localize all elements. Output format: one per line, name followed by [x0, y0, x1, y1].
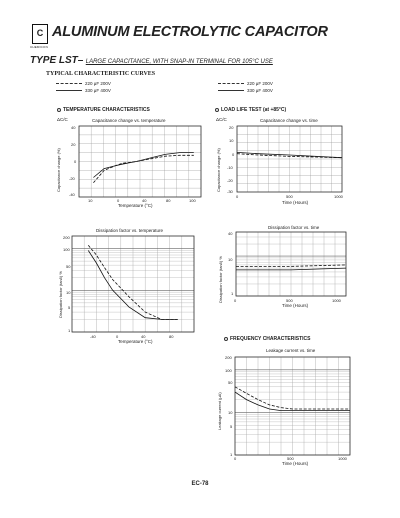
- curves-title: TYPICAL CHARACTERISTIC CURVES: [46, 71, 156, 77]
- y-tick: 5: [68, 305, 71, 310]
- legend-solid-line: [218, 90, 244, 91]
- chart-ylabel: Dissipation factor (tanδ) %: [218, 256, 223, 303]
- capacitance-vs-temperature-chart: [79, 126, 201, 197]
- bullet-icon: [57, 108, 61, 112]
- chart-unit-label: ΔC/C: [216, 117, 227, 122]
- y-tick: 10: [228, 410, 233, 415]
- type-line: [30, 55, 273, 66]
- dissipation-factor-vs-time-chart: [236, 232, 346, 296]
- x-tick: 500: [286, 298, 293, 303]
- y-tick: 0: [232, 152, 235, 157]
- chart-xlabel: Time (Hours): [282, 200, 309, 205]
- legend-item: 330 μF 400V: [218, 88, 273, 93]
- x-tick: 500: [286, 194, 293, 199]
- chart-title: Capacitance change vs. temperature: [92, 118, 166, 123]
- bullet-icon: [215, 108, 219, 112]
- page-code: EC-78: [191, 481, 209, 487]
- y-tick: 100: [63, 247, 70, 252]
- legend-item: 220 μF 200V: [56, 81, 111, 86]
- y-tick: 40: [228, 231, 233, 236]
- legend-dashed-line: [56, 83, 82, 84]
- chart-ylabel: Capacitance change (%): [56, 148, 61, 192]
- y-tick: 10: [66, 290, 71, 295]
- chart-xlabel: Temperature (°C): [118, 339, 153, 344]
- x-tick: 0: [117, 198, 120, 203]
- y-tick: 50: [228, 380, 233, 385]
- x-tick: 0: [116, 334, 119, 339]
- chart-xlabel: Temperature (°C): [118, 203, 153, 208]
- x-tick: 10: [88, 198, 93, 203]
- brand-logo: C: [32, 24, 48, 44]
- x-tick: 40: [141, 334, 146, 339]
- y-tick: 10: [228, 257, 233, 262]
- chart-title: Dissipation factor vs. time: [268, 225, 320, 230]
- chart-ylabel: Leakage current (μA): [217, 392, 222, 430]
- y-tick: 40: [71, 125, 76, 130]
- legend-dashed-line: [218, 83, 244, 84]
- chart-title: Capacitance change vs. time: [260, 118, 318, 123]
- x-tick: 500: [287, 456, 294, 461]
- legend-item: 220 μF 200V: [218, 81, 273, 86]
- type-name: TYPE LST–: [30, 55, 84, 66]
- y-tick: -20: [69, 176, 75, 181]
- x-tick: 80: [166, 198, 171, 203]
- y-tick: -10: [227, 165, 233, 170]
- chart-xlabel: Time (Hours): [282, 303, 309, 308]
- brand-logo-subtext: CHEMICON: [30, 45, 48, 49]
- x-tick: 0: [234, 456, 237, 461]
- y-tick: 1: [230, 452, 233, 457]
- chart-unit-label: ΔC/C: [57, 117, 68, 122]
- bullet-icon: [224, 337, 228, 341]
- x-tick: 0: [236, 194, 239, 199]
- legend-solid-line: [56, 90, 82, 91]
- section-load-life: LOAD LIFE TEST (at +85°C): [215, 107, 286, 113]
- legend-item: 330 μF 400V: [56, 88, 111, 93]
- y-tick: -30: [227, 189, 233, 194]
- y-tick: 200: [63, 235, 70, 240]
- y-tick: 20: [71, 142, 76, 147]
- y-tick: 100: [225, 368, 232, 373]
- x-tick: 1000: [334, 194, 343, 199]
- y-tick: 10: [229, 138, 234, 143]
- y-tick: 20: [229, 125, 234, 130]
- y-tick: 50: [66, 264, 71, 269]
- x-tick: 1000: [338, 456, 347, 461]
- section-temperature: TEMPERATURE CHARACTERISTICS: [57, 107, 150, 113]
- y-tick: 5: [230, 424, 233, 429]
- chart-ylabel: Dissipation factor (tanδ) %: [58, 271, 63, 318]
- y-tick: -20: [227, 178, 233, 183]
- y-tick: 1: [231, 291, 234, 296]
- chart-title: Leakage current vs. time: [266, 348, 316, 353]
- x-tick: 100: [189, 198, 196, 203]
- series-solid-line: [93, 153, 193, 178]
- type-description: LARGE CAPACITANCE, WITH SNAP-IN TERMINAL FOR 105°C USE: [85, 59, 273, 65]
- x-tick: 0: [234, 298, 237, 303]
- section-frequency: FREQUENCY CHARACTERISTICS: [224, 336, 310, 342]
- chart-xlabel: Time (Hours): [282, 461, 309, 466]
- dissipation-factor-vs-temperature-chart: [72, 236, 194, 332]
- y-tick: 1: [68, 328, 71, 333]
- y-tick: 200: [225, 355, 232, 360]
- capacitance-vs-time-chart: [237, 126, 342, 192]
- chart-ylabel: Capacitance change (%): [216, 148, 221, 192]
- y-tick: -40: [69, 192, 75, 197]
- x-tick: -40: [90, 334, 96, 339]
- chart-title: Dissipation factor vs. temperature: [96, 228, 164, 233]
- leakage-current-vs-time-chart: [235, 357, 350, 455]
- x-tick: 40: [142, 198, 147, 203]
- x-tick: 1000: [332, 298, 341, 303]
- document-title: ALUMINUM ELECTROLYTIC CAPACITOR: [52, 24, 328, 40]
- x-tick: 80: [169, 334, 174, 339]
- y-tick: 0: [74, 159, 77, 164]
